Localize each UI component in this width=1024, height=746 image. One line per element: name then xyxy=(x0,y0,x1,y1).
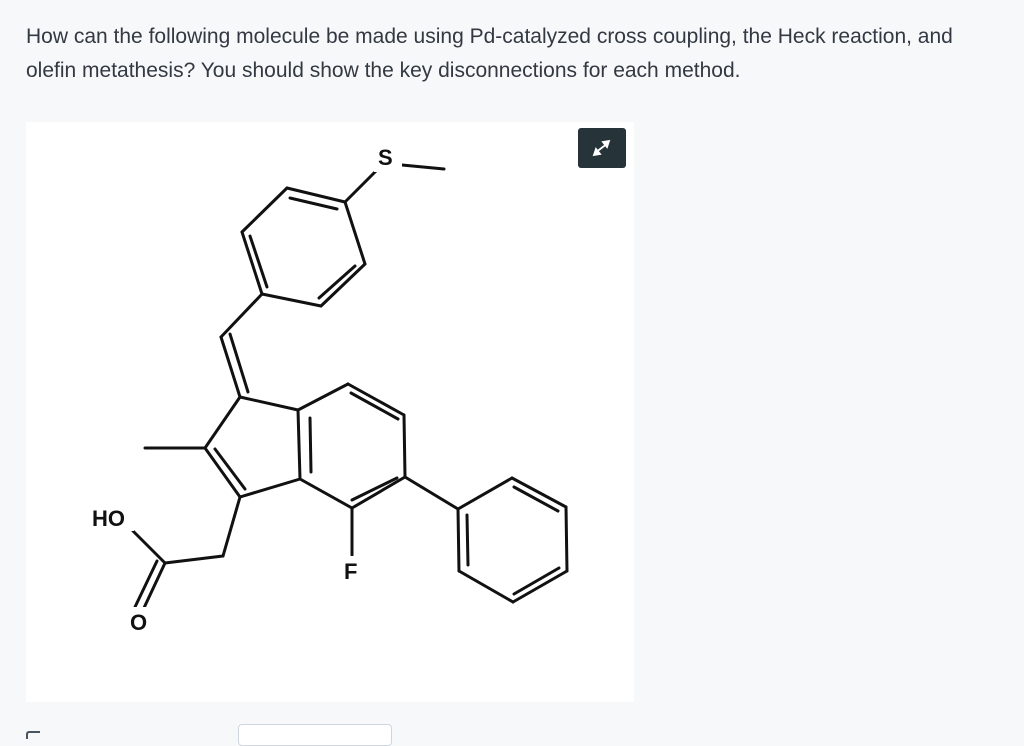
question-text: How can the following molecule be made using Pd-catalyzed cross coupling, the Heck reaction, and olefin metathesis? You should show the key disconnections for each method. xyxy=(26,25,953,82)
molecule-figure xyxy=(26,122,634,702)
collapsed-control[interactable] xyxy=(26,731,40,739)
hydroxyl-label: HO xyxy=(92,506,125,531)
expand-arrows-icon xyxy=(578,128,626,168)
molecule-structure xyxy=(26,122,634,702)
expand-image-button[interactable] xyxy=(578,128,626,168)
oxygen-label: O xyxy=(130,610,148,635)
sulfur-label: S xyxy=(378,145,393,170)
fluorine-label: F xyxy=(344,559,358,584)
answer-box[interactable] xyxy=(238,724,392,746)
